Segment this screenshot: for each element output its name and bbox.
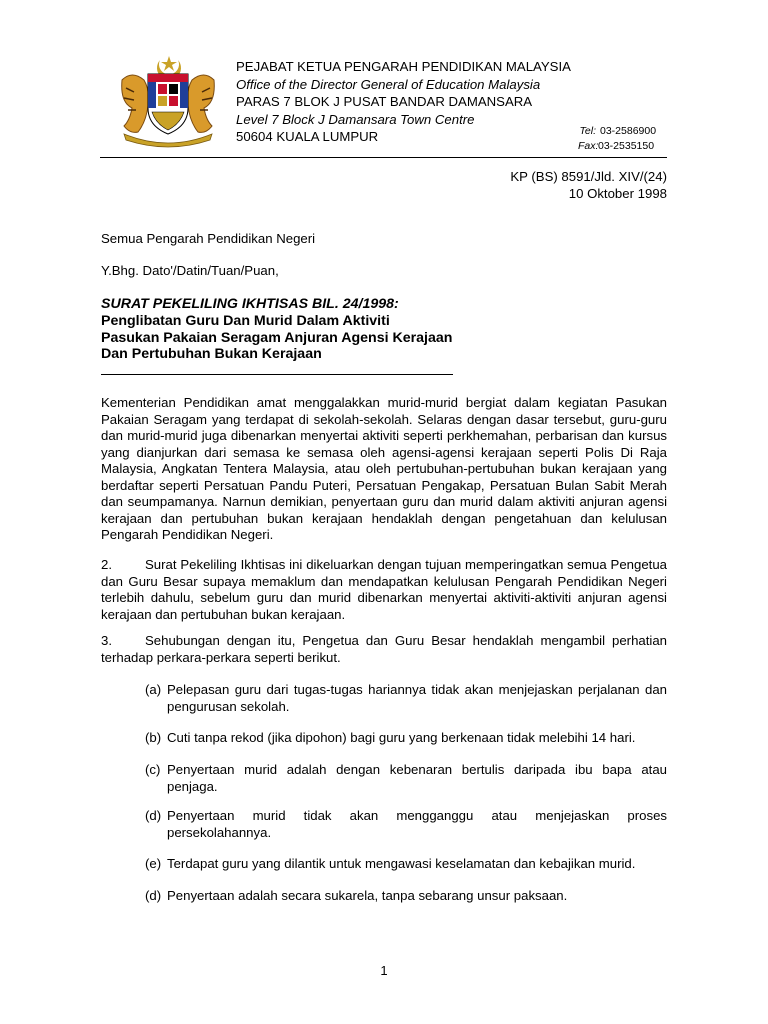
address-line-english: Level 7 Block J Damansara Town Centre — [236, 111, 475, 127]
list-item-label: (e) — [145, 856, 162, 871]
list-item — [145, 682, 667, 715]
list-item-label: (b) — [145, 730, 162, 745]
list-item — [145, 730, 667, 747]
tel-value: 03-2586900 — [600, 125, 657, 137]
contact-block — [578, 124, 656, 154]
list-item-text: Penyertaan murid adalah dengan kebenaran bertulis daripada ibu bapa atau penjaga. — [167, 762, 667, 794]
page-number: 1 — [380, 963, 388, 978]
circular-title — [101, 296, 452, 363]
paragraph-3 — [101, 633, 667, 666]
list-item-label: (a) — [145, 682, 162, 697]
address-line-malay: PARAS 7 BLOK J PUSAT BANDAR DAMANSARA — [236, 94, 533, 109]
office-name-english: Office of the Director General of Education Malaysia — [236, 76, 541, 92]
list-item-text: Pelepasan guru dari tugas-tugas hariannya tidak akan menjejaskan perjalanan dan pengurusan sekolah. — [167, 682, 667, 714]
paragraph-2-number: 2. — [101, 557, 112, 572]
list-item-text: Cuti tanpa rekod (jika dipohon) bagi guru yang berkenaan tidak melebihi 14 hari. — [167, 730, 636, 745]
list-item — [145, 888, 667, 905]
letter-date: 10 Oktober 1998 — [568, 186, 667, 201]
addressee: Semua Pengarah Pendidikan Negeri — [101, 231, 316, 246]
list-item-label: (c) — [145, 762, 161, 777]
list-item-label: (d) — [145, 808, 162, 823]
subject-line-1: Penglibatan Guru Dan Murid Dalam Aktiviti — [101, 312, 390, 329]
list-item — [145, 856, 667, 873]
paragraph-2-text: Surat Pekeliling Ikhtisas ini dikeluarkan dengan tujuan memperingatkan semua Pengetua dan Guru Besar supaya memaklum dan mendapatkan kelulusan Pengarah Pendidikan Negeri terlebih dahulu, sebelum guru dan murid dibenarkan menyertai aktiviti-aktiviti anjuran agensi kerajaan dan pertubuhan bukan kerajaan. — [101, 557, 667, 622]
title-underline — [101, 374, 453, 375]
office-address — [236, 58, 571, 146]
postcode-city: 50604 KUALA LUMPUR — [236, 129, 379, 144]
list-item-text: Terdapat guru yang dilantik untuk mengawasi keselamatan dan kebajikan murid. — [167, 856, 636, 871]
subject-line-3: Dan Pertubuhan Bukan Kerajaan — [101, 346, 322, 363]
office-name-malay: PEJABAT KETUA PENGARAH PENDIDIKAN MALAYSIA — [236, 59, 571, 74]
reference-block — [510, 168, 667, 202]
fax-value: 03-2535150 — [598, 140, 655, 152]
list-item-text: Penyertaan adalah secara sukarela, tanpa sebarang unsur paksaan. — [167, 888, 568, 903]
fax-label: Fax: — [578, 140, 599, 152]
subject-line-2: Pasukan Pakaian Seragam Anjuran Agensi Kerajaan — [101, 329, 453, 346]
salutation: Y.Bhg. Dato'/Datin/Tuan/Puan, — [101, 263, 279, 278]
paragraph-1: Kementerian Pendidikan amat menggalakkan murid-murid bergiat dalam kegiatan Pasukan Pakaian Seragam yang terdapat di sekolah-sekolah. Selaras dengan dasar tersebut, guru-guru dan murid-murid juga dibenarkan menyertai aktiviti seperti perkhemahan, perbarisan dan kursus yang dianjurkan dari semasa ke semasa oleh agensi-agensi kerajaan seperti Polis Di Raja Malaysia, Angkatan Tentera Malaysia, atau oleh pertubuhan-pertubuhan bukan kerajaan yang berdaftar seperti Persatuan Pandu Puteri, Persatuan Pengakap, Persatuan Bulan Sabit Merah dan seumpamanya. Narnun demikian, penyertaan guru dan murid dalam aktiviti anjuran agensi kerajaan dan pertubuhan bukan kerajaan hendaklah dengan pengetahuan dan kelulusan Pengarah Pendidikan Negeri. — [101, 395, 667, 542]
tel-label: Tel: — [579, 125, 596, 137]
paragraph-3-number: 3. — [101, 633, 112, 648]
reference-number: KP (BS) 8591/Jld. XIV/(24) — [510, 169, 667, 184]
paragraph-3-text: Sehubungan dengan itu, Pengetua dan Guru Besar hendaklah mengambil perhatian terhadap perkara-perkara seperti berikut. — [101, 633, 667, 665]
header-divider — [100, 157, 667, 158]
list-item — [145, 762, 667, 795]
list-item-text: Penyertaan murid tidak akan mengganggu atau menjejaskan proses persekolahannya. — [167, 808, 667, 840]
coat-of-arms-icon — [108, 52, 228, 148]
paragraph-2 — [101, 557, 667, 623]
list-item-label: (d) — [145, 888, 162, 903]
list-item — [145, 808, 667, 841]
circular-number: SURAT PEKELILING IKHTISAS BIL. 24/1998: — [101, 296, 399, 312]
